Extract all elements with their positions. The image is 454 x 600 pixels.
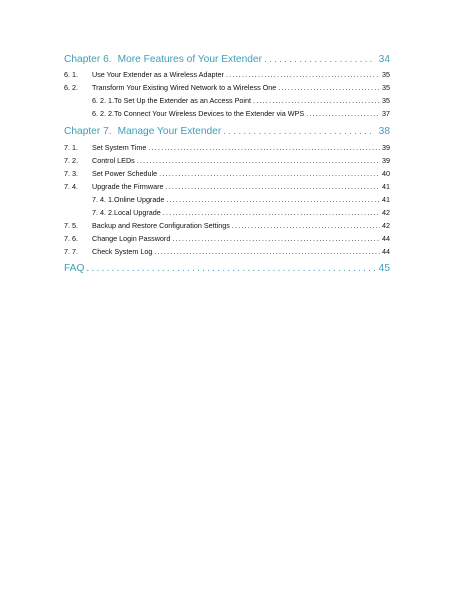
entry-title: Check System Log [92, 247, 153, 256]
chapter-6-title: More Features of Your Extender [117, 54, 262, 65]
entry-page: 35 [382, 70, 390, 79]
toc-entry-6-2-2[interactable] [92, 109, 390, 119]
entry-page: 39 [382, 156, 390, 165]
toc-leader [172, 234, 380, 243]
toc-entry-7-3[interactable] [64, 169, 390, 179]
toc-chapter-6[interactable] [64, 54, 390, 68]
toc-leader [166, 195, 380, 204]
entry-title: Control LEDs [92, 156, 135, 165]
toc-faq[interactable] [64, 263, 390, 277]
entry-page: 37 [382, 109, 390, 118]
toc-entry-6-2-1[interactable] [92, 96, 390, 106]
entry-title: Transform Your Existing Wired Network to a Wireless One [92, 83, 277, 92]
toc-leader [154, 247, 380, 256]
toc-entry-7-6[interactable] [64, 234, 390, 244]
toc-leader [137, 156, 380, 165]
chapter-7-title: Manage Your Extender [117, 126, 222, 137]
toc-entry-7-2[interactable] [64, 156, 390, 166]
entry-number: 7. 6. [64, 234, 78, 243]
toc-entry-6-2[interactable] [64, 83, 390, 93]
entry-page: 44 [382, 247, 390, 256]
chapter-6-page: 34 [378, 54, 390, 65]
toc-leader [226, 70, 380, 79]
toc-leader [232, 221, 380, 230]
chapter-7-page: 38 [378, 126, 390, 137]
toc-leader [223, 126, 374, 137]
toc-chapter-7[interactable] [64, 126, 390, 140]
entry-number: 7. 7. [64, 247, 78, 256]
chapter-6-label: Chapter 6. [64, 54, 112, 65]
entry-title: 6. 2. 1.To Set Up the Extender as an Access Point [92, 96, 252, 105]
entry-title: 6. 2. 2.To Connect Your Wireless Devices to the Extender via WPS [92, 109, 305, 118]
toc-entry-7-7[interactable] [64, 247, 390, 257]
entry-number: 7. 2. [64, 156, 78, 165]
toc-entry-7-1[interactable] [64, 143, 390, 153]
toc-leader [306, 109, 380, 118]
entry-page: 44 [382, 234, 390, 243]
toc-entry-6-1[interactable] [64, 70, 390, 80]
entry-page: 41 [382, 182, 390, 191]
entry-number: 7. 5. [64, 221, 78, 230]
entry-page: 42 [382, 221, 390, 230]
entry-page: 41 [382, 195, 390, 204]
toc-leader [86, 263, 374, 274]
entry-page: 40 [382, 169, 390, 178]
toc-leader [278, 83, 380, 92]
entry-number: 7. 3. [64, 169, 78, 178]
toc-entry-7-5[interactable] [64, 221, 390, 231]
toc-entry-7-4[interactable] [64, 182, 390, 192]
entry-title: Set System Time [92, 143, 147, 152]
entry-title: Use Your Extender as a Wireless Adapter [92, 70, 224, 79]
toc-entry-7-4-1[interactable] [92, 195, 390, 205]
toc-entry-7-4-2[interactable] [92, 208, 390, 218]
entry-page: 35 [382, 83, 390, 92]
entry-number: 7. 1. [64, 143, 78, 152]
toc-leader [163, 208, 380, 217]
toc-leader [264, 54, 375, 65]
entry-page: 35 [382, 96, 390, 105]
entry-number: 6. 1. [64, 70, 78, 79]
faq-title: FAQ [64, 263, 85, 274]
entry-title: 7. 4. 2.Local Upgrade [92, 208, 161, 217]
chapter-7-label: Chapter 7. [64, 126, 112, 137]
toc-leader [148, 143, 380, 152]
faq-page: 45 [378, 263, 390, 274]
entry-number: 6. 2. [64, 83, 78, 92]
toc-leader [166, 182, 380, 191]
toc-leader [253, 96, 380, 105]
entry-title: 7. 4. 1.Online Upgrade [92, 195, 165, 204]
entry-title: Set Power Schedule [92, 169, 158, 178]
entry-title: Upgrade the Firmware [92, 182, 164, 191]
entry-title: Backup and Restore Configuration Settings [92, 221, 230, 230]
entry-page: 42 [382, 208, 390, 217]
entry-title: Change Login Password [92, 234, 171, 243]
entry-number: 7. 4. [64, 182, 78, 191]
entry-page: 39 [382, 143, 390, 152]
toc-leader [159, 169, 380, 178]
